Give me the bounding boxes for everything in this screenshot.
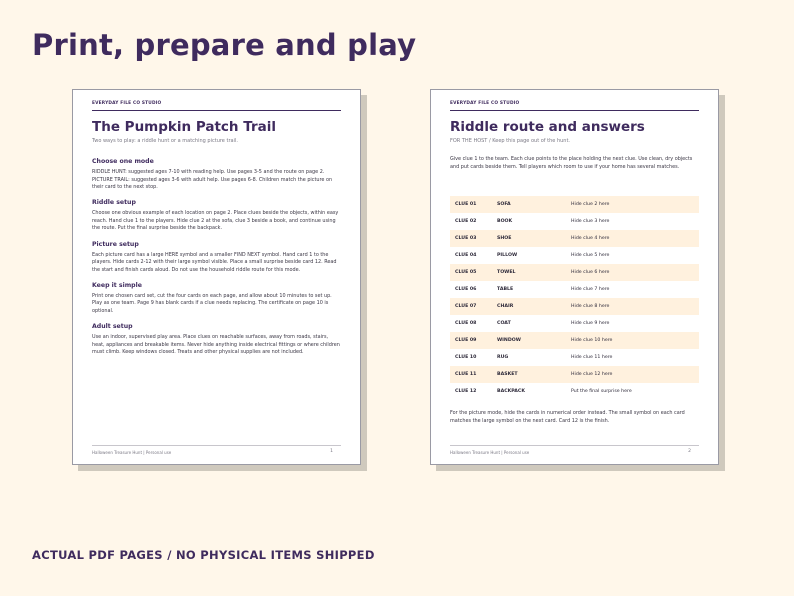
section-body: Use an indoor, supervised play area. Place clues on reachable surfaces, away from roads, stairs, heat, appliances and breakable items. Never hide anything inside electrical fittings or where children must climb. Keep windows closed. Treats and other physical supplies are not included. bbox=[92, 334, 340, 356]
clue-row bbox=[450, 366, 699, 383]
clue-action: Hide clue 10 here bbox=[571, 338, 613, 343]
clue-row bbox=[450, 349, 699, 366]
clue-action: Hide clue 5 here bbox=[571, 253, 610, 258]
section-heading: Choose one mode bbox=[92, 158, 154, 165]
section-body: RIDDLE HUNT: suggested ages 7-10 with reading help. Use pages 3-5 and the route on page 2. PICTURE TRAIL: suggested ages 3-6 with adult help. Use pages 6-8. Children match the picture on their card to the next stop. bbox=[92, 169, 333, 191]
clue-row bbox=[450, 315, 699, 332]
pdf-page-preview-2 bbox=[430, 89, 719, 465]
header-rule bbox=[92, 110, 341, 111]
studio-name: EVERYDAY FILE CO STUDIO bbox=[92, 101, 162, 106]
headline: Print, prepare and play bbox=[32, 28, 417, 62]
clue-row bbox=[450, 332, 699, 349]
footer-rule bbox=[92, 445, 341, 446]
page-footer: Halloween Treasure Hunt | Personal use bbox=[92, 450, 172, 455]
clue-location: SHOE bbox=[497, 236, 512, 241]
clue-number: CLUE 03 bbox=[455, 236, 477, 241]
clue-location: RUG bbox=[497, 355, 509, 360]
clue-location: SOFA bbox=[497, 202, 511, 207]
clue-action: Hide clue 12 here bbox=[571, 372, 613, 377]
clue-row bbox=[450, 230, 699, 247]
clue-location: PILLOW bbox=[497, 253, 518, 258]
clue-action: Hide clue 3 here bbox=[571, 219, 610, 224]
clue-location: BASKET bbox=[497, 372, 518, 377]
section-picture-setup bbox=[92, 241, 341, 275]
clue-location: BACKPACK bbox=[497, 389, 525, 394]
section-body: Each picture card has a large HERE symbol and a smaller FIND NEXT symbol. Hand card 1 to the players. Hide cards 2-12 with their large symbol visible. Place a small surprise beside card 12. Read the start and finish cards aloud. Do not use the household riddle route for this mode. bbox=[92, 251, 337, 273]
clue-row bbox=[450, 298, 699, 315]
shipping-note: ACTUAL PDF PAGES / NO PHYSICAL ITEMS SHIPPED bbox=[32, 548, 375, 562]
clue-action: Hide clue 2 here bbox=[571, 202, 610, 207]
page-title: The Pumpkin Patch Trail bbox=[92, 119, 276, 135]
clue-location: WINDOW bbox=[497, 338, 521, 343]
page-title: Riddle route and answers bbox=[450, 119, 645, 135]
route-intro: Give clue 1 to the team. Each clue points to the place holding the next clue. Use clean, dry objects and put cards beside them. Tell players which room to use if your home has several matches. bbox=[450, 156, 693, 170]
clue-number: CLUE 01 bbox=[455, 202, 477, 207]
clue-row bbox=[450, 213, 699, 230]
clue-number: CLUE 07 bbox=[455, 304, 477, 309]
clue-action: Hide clue 9 here bbox=[571, 321, 610, 326]
clue-row bbox=[450, 196, 699, 213]
clue-number: CLUE 09 bbox=[455, 338, 477, 343]
section-riddle-setup bbox=[92, 199, 341, 233]
clue-number: CLUE 04 bbox=[455, 253, 477, 258]
clue-number: CLUE 05 bbox=[455, 270, 477, 275]
clue-action: Hide clue 7 here bbox=[571, 287, 610, 292]
clue-action: Put the final surprise here bbox=[571, 389, 632, 394]
clue-number: CLUE 06 bbox=[455, 287, 477, 292]
pdf-page-preview-1 bbox=[72, 89, 361, 465]
section-keep-simple bbox=[92, 282, 341, 316]
section-heading: Keep it simple bbox=[92, 281, 142, 289]
page-number: 1 bbox=[330, 449, 333, 454]
page-subtitle: Two ways to play: a riddle hunt or a matching picture trail. bbox=[92, 138, 238, 144]
instruction-sections bbox=[92, 158, 341, 364]
page-number: 2 bbox=[688, 449, 691, 454]
clue-route-table bbox=[450, 196, 699, 400]
clue-location: CHAIR bbox=[497, 304, 514, 309]
section-choose-mode bbox=[92, 158, 341, 192]
clue-row bbox=[450, 264, 699, 281]
footer-rule bbox=[450, 445, 699, 446]
clue-action: Hide clue 4 here bbox=[571, 236, 610, 241]
clue-number: CLUE 12 bbox=[455, 389, 477, 394]
section-adult-setup bbox=[92, 323, 341, 357]
clue-row bbox=[450, 281, 699, 298]
section-body: Print one chosen card set, cut the four cards on each page, and allow about 10 minutes to set up. Play as one team. Page 9 has blank cards if a clue needs replacing. The certificate on page 10 is optional. bbox=[92, 292, 332, 315]
clue-location: COAT bbox=[497, 321, 511, 326]
section-heading: Riddle setup bbox=[92, 199, 136, 207]
route-outro: For the picture mode, hide the cards in numerical order instead. The small symbol on each card matches the large symbol on the next card. Card 12 is the finish. bbox=[450, 410, 685, 424]
clue-action: Hide clue 8 here bbox=[571, 304, 610, 309]
clue-number: CLUE 02 bbox=[455, 219, 477, 224]
clue-action: Hide clue 6 here bbox=[571, 270, 610, 275]
page-subtitle: FOR THE HOST / Keep this page out of the hunt. bbox=[450, 138, 570, 144]
section-heading: Adult setup bbox=[92, 323, 133, 331]
clue-location: BOOK bbox=[497, 219, 513, 224]
clue-row bbox=[450, 247, 699, 264]
clue-number: CLUE 10 bbox=[455, 355, 477, 360]
clue-number: CLUE 11 bbox=[455, 372, 477, 377]
clue-location: TABLE bbox=[497, 287, 514, 292]
clue-row bbox=[450, 383, 699, 400]
page-footer: Halloween Treasure Hunt | Personal use bbox=[450, 450, 530, 455]
section-heading: Picture setup bbox=[92, 240, 139, 248]
clue-action: Hide clue 11 here bbox=[571, 355, 613, 360]
studio-name: EVERYDAY FILE CO STUDIO bbox=[450, 101, 520, 106]
clue-location: TOWEL bbox=[497, 270, 516, 275]
header-rule bbox=[450, 110, 699, 111]
clue-number: CLUE 08 bbox=[455, 321, 477, 326]
section-body: Choose one obvious example of each location on page 2. Place clues beside the objects, within easy reach. Hand clue 1 to the players. Hide clue 2 at the sofa, clue 3 beside a book, and continue using the route. Put the final surprise beside the backpack. bbox=[92, 210, 339, 232]
